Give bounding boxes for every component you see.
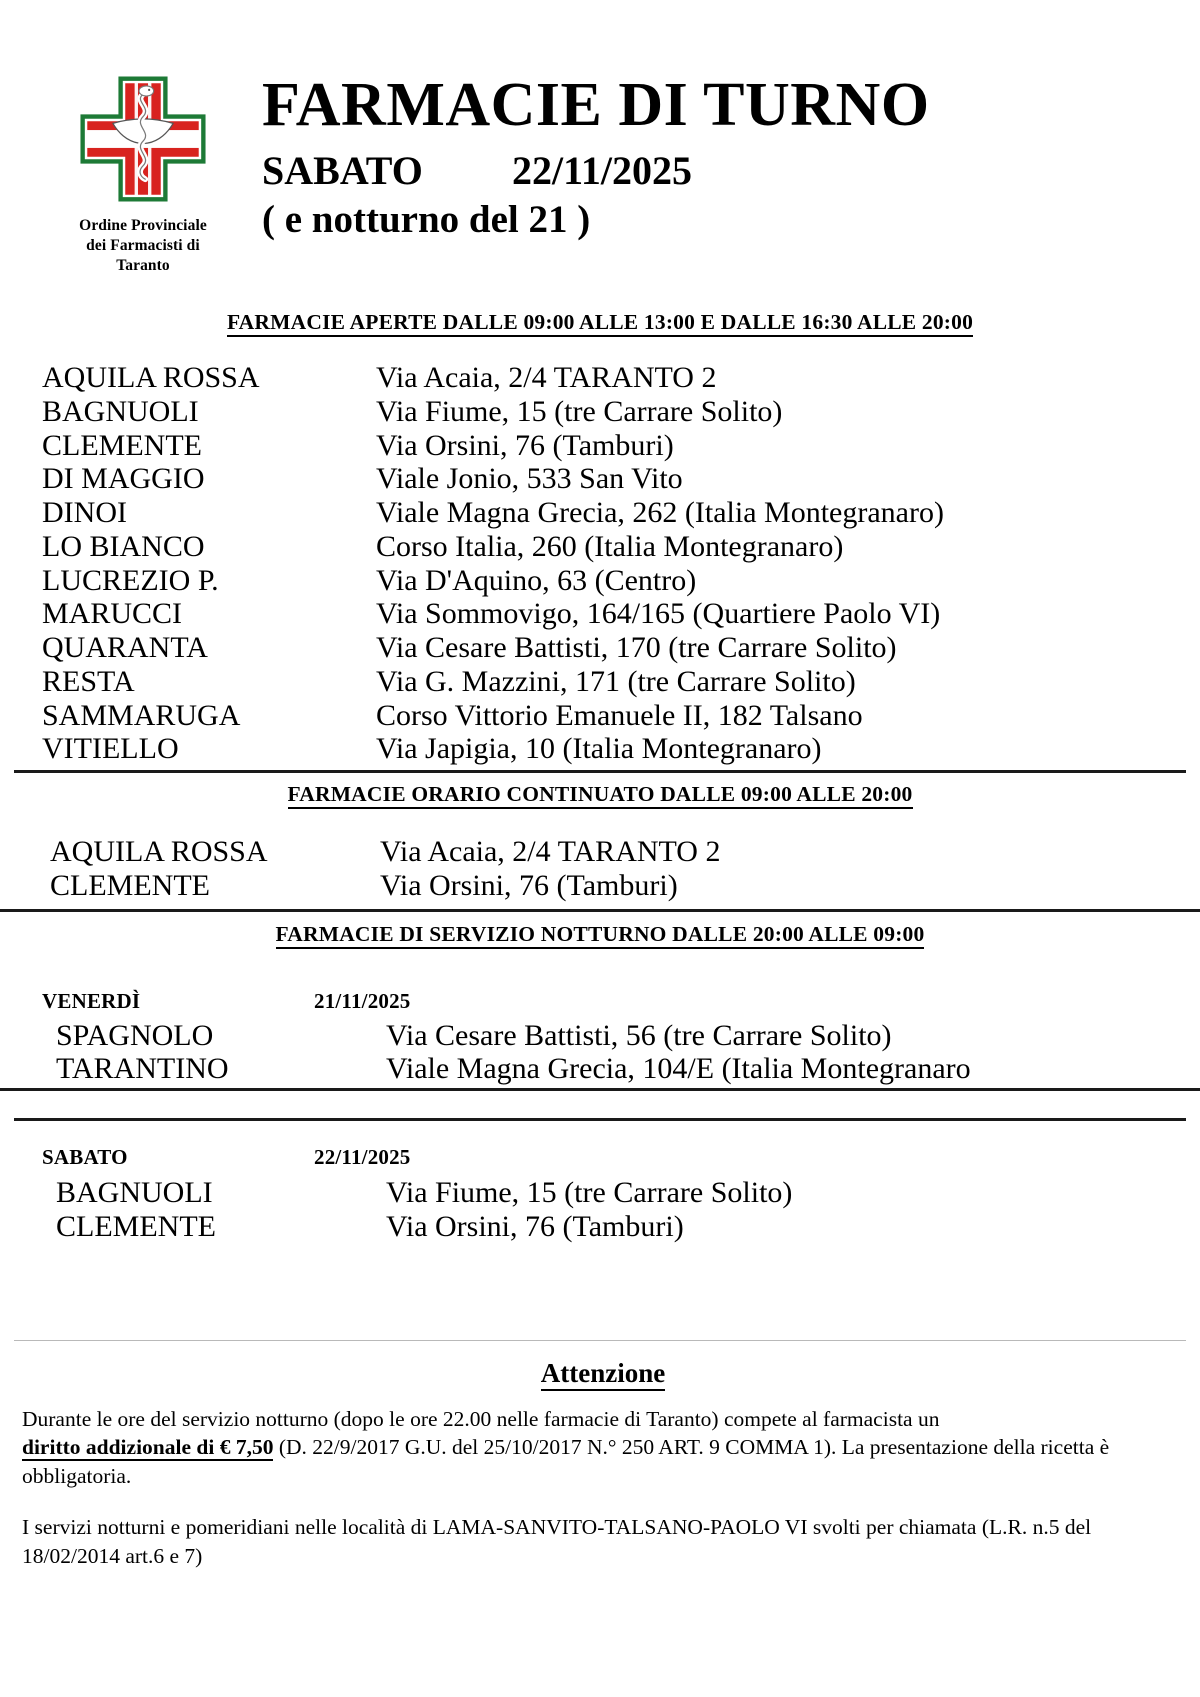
pharmacy-name: RESTA xyxy=(42,664,135,698)
section-heading-notturno-text: FARMACIE DI SERVIZIO NOTTURNO DALLE 20:00 ALLE 09:00 xyxy=(276,922,925,949)
title-block xyxy=(262,71,1192,241)
list-item xyxy=(56,1052,1200,1086)
pharmacy-address: Via Cesare Battisti, 56 (tre Carrare Solito) xyxy=(386,1018,892,1052)
pharmacy-name: SPAGNOLO xyxy=(56,1018,214,1052)
list-item xyxy=(42,395,1200,429)
duty-date: 22/11/2025 xyxy=(512,148,693,193)
night-day-header xyxy=(0,1145,1200,1170)
pharmacy-address: Via Japigia, 10 (Italia Montegranaro) xyxy=(376,732,822,766)
list-item xyxy=(42,564,1200,598)
pharmacy-name: AQUILA ROSSA xyxy=(50,835,268,868)
page-title: FARMACIE DI TURNO xyxy=(262,71,930,139)
org-line-3: Taranto xyxy=(116,256,170,274)
night-day-name: VENERDÌ xyxy=(42,988,141,1013)
list-item xyxy=(50,869,1200,903)
list-item xyxy=(42,732,1200,766)
footer-divider xyxy=(14,1340,1186,1341)
footer-title-text: Attenzione xyxy=(541,1358,665,1391)
pharmacy-address: Corso Vittorio Emanuele II, 182 Talsano xyxy=(376,698,863,732)
pharmacy-address: Via Fiume, 15 (tre Carrare Solito) xyxy=(376,394,783,428)
list-item xyxy=(42,699,1200,733)
pharmacy-list-notturno-sabato xyxy=(0,1176,1200,1244)
pharmacy-name: LO BIANCO xyxy=(42,529,205,563)
pharmacy-address: Via Sommovigo, 164/165 (Quartiere Paolo VI) xyxy=(376,597,941,631)
night-day-group-venerdi xyxy=(0,989,1200,1087)
pharmacy-name: DI MAGGIO xyxy=(42,462,205,496)
section-farmacie-aperte xyxy=(0,310,1200,766)
list-item xyxy=(42,631,1200,665)
pharmacy-address: Via Orsini, 76 (Tamburi) xyxy=(386,1209,684,1243)
list-item xyxy=(42,429,1200,463)
footer-p1-highlight: diritto addizionale di € 7,50 xyxy=(22,1435,274,1460)
org-line-1: Ordine Provinciale xyxy=(79,217,207,234)
list-item xyxy=(50,835,1200,869)
pharmacy-address: Via Cesare Battisti, 170 (tre Carrare Solito) xyxy=(376,631,897,664)
section-heading-aperte-text: FARMACIE APERTE DALLE 09:00 ALLE 13:00 E DALLE 16:30 ALLE 20:00 xyxy=(227,310,973,337)
night-note: ( e notturno del 21 ) xyxy=(262,198,591,241)
pharmacy-list-continuato xyxy=(0,835,1200,903)
list-item xyxy=(56,1176,1200,1210)
list-item xyxy=(42,597,1200,631)
footer-title xyxy=(22,1358,1184,1389)
pharmacy-name: AQUILA ROSSA xyxy=(42,361,260,394)
pharmacy-name: MARUCCI xyxy=(42,597,183,631)
organization-name xyxy=(38,216,248,275)
pharmacy-address: Via D'Aquino, 63 (Centro) xyxy=(376,563,697,597)
pharmacy-list-notturno-venerdi xyxy=(0,1019,1200,1087)
section-heading-aperte xyxy=(0,310,1200,335)
night-day-name: SABATO xyxy=(42,1145,128,1169)
pharmacy-name: CLEMENTE xyxy=(42,428,202,462)
night-day-group-sabato xyxy=(0,1145,1200,1244)
section-divider xyxy=(0,1088,1200,1091)
section-divider xyxy=(14,1118,1186,1121)
pharmacy-name: DINOI xyxy=(42,496,127,529)
pharmacy-address: Via Fiume, 15 (tre Carrare Solito) xyxy=(386,1176,793,1209)
page-header xyxy=(0,0,1200,310)
footer-paragraph-2: I servizi notturni e pomeridiani nelle località di LAMA-SANVITO-TALSANO-PAOLO VI svolti per chiamata (L.R. n.5 del 18/02/2014 art.6 e 7) xyxy=(22,1514,1092,1568)
list-item xyxy=(56,1019,1200,1053)
pharmacy-cross-caduceus-logo xyxy=(76,72,210,206)
list-item xyxy=(42,496,1200,530)
night-day-header xyxy=(0,989,1200,1014)
pharmacy-address: Via G. Mazzini, 171 (tre Carrare Solito) xyxy=(376,664,856,698)
pharmacy-list-aperte xyxy=(0,361,1200,766)
section-divider xyxy=(0,909,1200,912)
list-item xyxy=(42,361,1200,395)
pharmacy-name: BAGNUOLI xyxy=(42,394,199,428)
pharmacy-address: Via Orsini, 76 (Tamburi) xyxy=(380,868,678,902)
section-servizio-notturno xyxy=(0,922,1200,1244)
section-heading-continuato xyxy=(0,782,1200,807)
pharmacy-address: Via Acaia, 2/4 TARANTO 2 xyxy=(380,835,721,868)
pharmacy-address: Viale Jonio, 533 San Vito xyxy=(376,462,683,496)
pharmacy-address: Corso Italia, 260 (Italia Montegranaro) xyxy=(376,529,844,563)
pharmacy-address: Via Orsini, 76 (Tamburi) xyxy=(376,428,674,462)
pharmacy-name: SAMMARUGA xyxy=(42,698,241,732)
night-day-date: 22/11/2025 xyxy=(314,1145,411,1169)
section-heading-continuato-text: FARMACIE ORARIO CONTINUATO DALLE 09:00 ALLE 20:00 xyxy=(288,782,913,809)
footer-notice xyxy=(0,1358,1200,1571)
list-item xyxy=(42,530,1200,564)
section-divider xyxy=(14,770,1186,773)
pharmacy-address: Viale Magna Grecia, 104/E (Italia Montegranaro xyxy=(386,1052,971,1086)
footer-p1-part2: (D. 22/9/2017 G.U. del 25/10/2017 N.° 250 ART. 9 COMMA 1). La presentazione della ricetta è obbligatoria. xyxy=(22,1435,1110,1489)
duty-day-name: SABATO xyxy=(262,148,423,193)
footer-p1-part1: Durante le ore del servizio notturno (dopo le ore 22.00 nelle farmacie di Taranto) compete al farmacista un xyxy=(22,1406,940,1431)
footer-paragraph-1 xyxy=(22,1405,1184,1491)
list-item xyxy=(42,665,1200,699)
pharmacy-name: CLEMENTE xyxy=(50,868,210,902)
list-item xyxy=(42,462,1200,496)
pharmacy-name: LUCREZIO P. xyxy=(42,563,219,597)
section-orario-continuato xyxy=(0,782,1200,903)
pharmacy-name: CLEMENTE xyxy=(56,1209,216,1243)
duty-day-row xyxy=(262,150,1192,192)
org-line-2: dei Farmacisti di xyxy=(86,236,200,254)
list-item xyxy=(56,1210,1200,1244)
pharmacy-address: Via Acaia, 2/4 TARANTO 2 xyxy=(376,361,717,394)
pharmacy-name: BAGNUOLI xyxy=(56,1176,213,1209)
pharmacy-name: VITIELLO xyxy=(42,732,179,766)
section-heading-notturno xyxy=(0,922,1200,947)
organization-logo-block xyxy=(38,72,248,275)
pharmacy-name: TARANTINO xyxy=(56,1052,229,1086)
pharmacy-name: QUARANTA xyxy=(42,631,208,664)
pharmacy-address: Viale Magna Grecia, 262 (Italia Montegranaro) xyxy=(376,496,944,529)
night-day-date: 21/11/2025 xyxy=(314,988,411,1013)
